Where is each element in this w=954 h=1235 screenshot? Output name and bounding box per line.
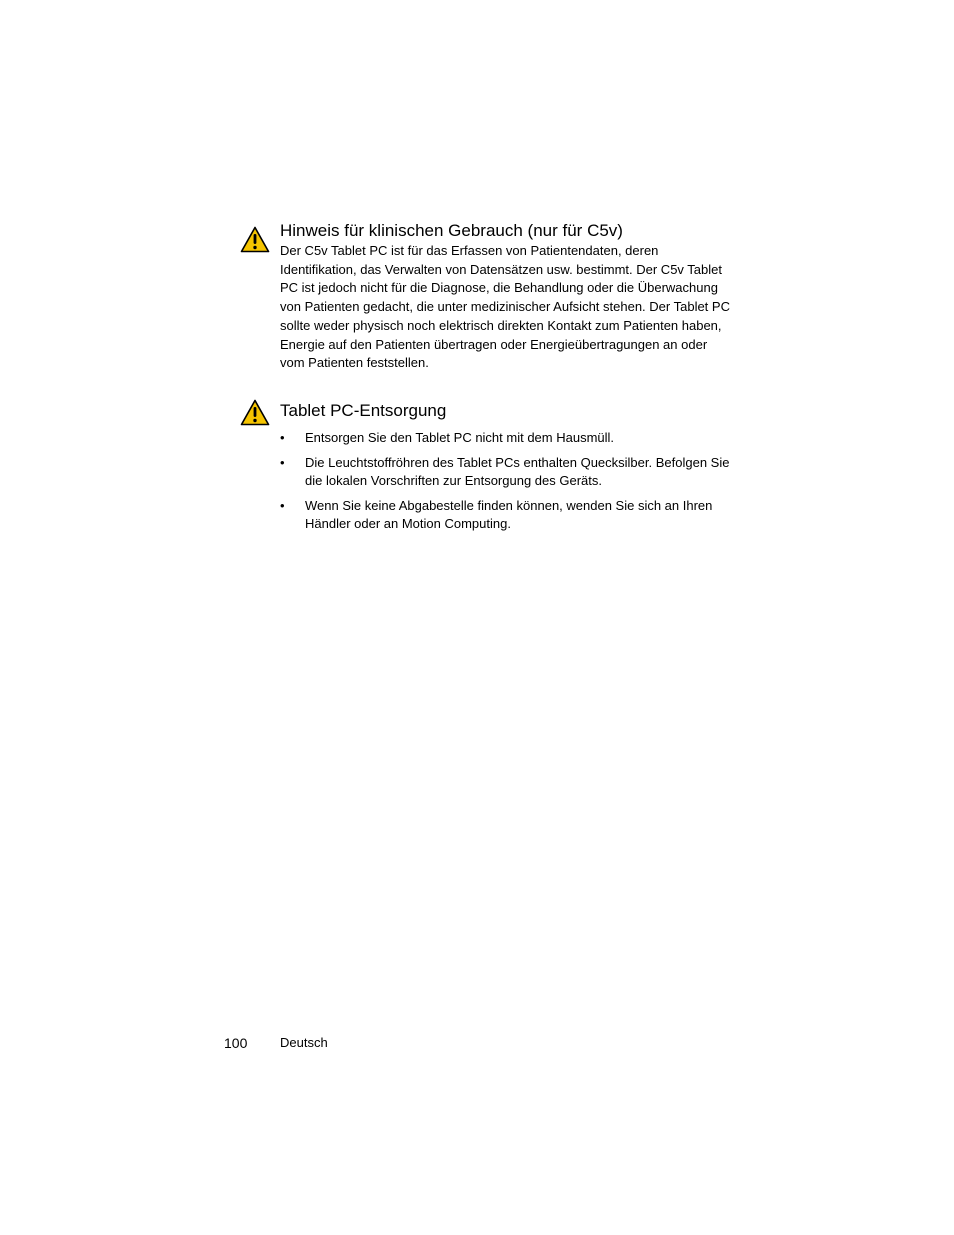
- warning-triangle-icon: [240, 226, 270, 253]
- bullet-icon: •: [280, 430, 285, 445]
- list-item-text: Die Leuchtstoffröhren des Tablet PCs enthalten Quecksilber. Befolgen Sie die lokalen Vorschriften zur Entsorgung des Geräts.: [305, 454, 730, 488]
- list-item: [280, 429, 735, 448]
- clinical-notice-section: [240, 220, 740, 380]
- clinical-notice-body: Der C5v Tablet PC ist für das Erfassen von Patientendaten, deren Identifikation, das Verwalten von Datensätzen usw. bestimmt. Der C5v Tablet PC ist jedoch nicht für die Diagnose, die Behandlung oder die Überwachung von Patienten gedacht, die unter medizinischer Aufsicht stehen. Der Tablet PC sollte weder physisch noch elektrisch direkten Kontakt zum Patienten haben, Energie auf den Patienten übertragen oder Energieübertragungen an oder vom Patienten feststellen.: [280, 243, 730, 371]
- bullet-icon: •: [280, 497, 285, 513]
- page-number: 100: [224, 1035, 248, 1051]
- footer-language: Deutsch: [280, 1035, 328, 1050]
- list-item: [280, 497, 735, 534]
- warning-triangle-icon: [240, 399, 270, 426]
- disposal-title: Tablet PC-Entsorgung: [280, 401, 447, 420]
- bullet-icon: •: [280, 454, 285, 470]
- disposal-list: [280, 429, 735, 540]
- disposal-section: [240, 400, 740, 540]
- list-item: [280, 454, 735, 491]
- clinical-notice-title: Hinweis für klinischen Gebrauch (nur für C5v): [280, 221, 623, 240]
- list-item-text: Wenn Sie keine Abgabestelle finden können, wenden Sie sich an Ihren Händler oder an Motion Computing.: [305, 497, 713, 531]
- list-item-text: Entsorgen Sie den Tablet PC nicht mit dem Hausmüll.: [305, 430, 615, 445]
